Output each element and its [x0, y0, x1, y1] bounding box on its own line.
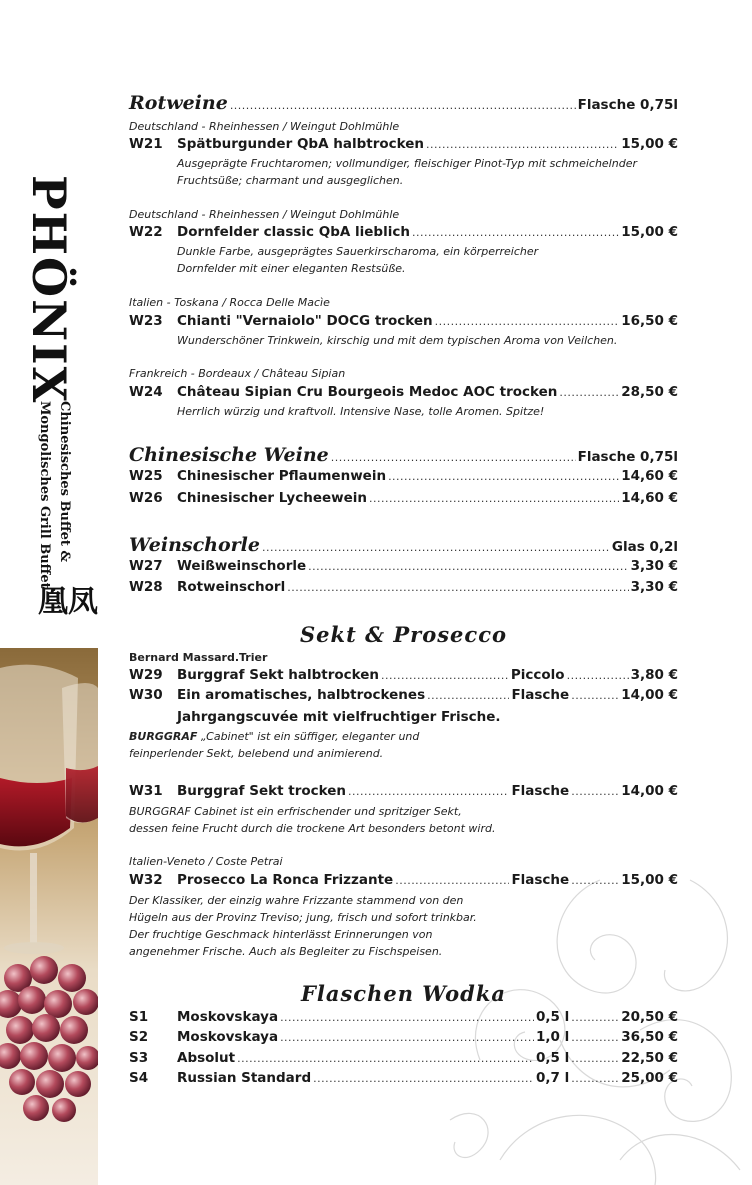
- item-description-line: Dornfelder mit einer eleganten Restsüße.: [177, 262, 406, 275]
- section-unit: Flasche 0,75l: [577, 449, 678, 465]
- menu-item-w28: [129, 579, 678, 599]
- item-size: Flasche: [511, 872, 570, 888]
- leader-dots: [369, 492, 619, 505]
- section-title: Rotweine: [129, 92, 228, 114]
- leader-dots: [412, 226, 619, 239]
- leader-dots: [559, 386, 619, 399]
- item-size: 1,0 l: [535, 1029, 570, 1045]
- item-description-line: Dunkle Farbe, ausgeprägtes Sauerkirscharoma, ein körperreicher: [177, 245, 539, 258]
- item-name: Russian Standard: [177, 1070, 312, 1086]
- item-description-line: angenehmer Frische. Auch als Begleiter zu Fischspeisen.: [129, 945, 443, 958]
- item-name: Moskovskaya: [177, 1009, 279, 1025]
- item-name: Dornfelder classic QbA lieblich: [177, 224, 410, 240]
- menu-item-w23: [129, 313, 678, 333]
- leader-dots: [435, 315, 620, 328]
- leader-dots: [388, 470, 619, 483]
- item-name: Weißweinschorle: [177, 558, 307, 574]
- item-price: 36,50 €: [621, 1029, 678, 1045]
- leader-dots: [280, 1031, 534, 1044]
- item-description: [177, 155, 637, 189]
- item-origin: Italien - Toskana / Rocca Delle Macìe: [129, 296, 330, 309]
- leader-dots: [331, 451, 576, 464]
- left-brand-band: [0, 0, 98, 1185]
- item-size: 0,5 l: [535, 1050, 570, 1066]
- leader-dots: [571, 785, 619, 798]
- brand-bold: BURGGRAF: [129, 730, 198, 743]
- item-name: Château Sipian Cru Bourgeois Medoc AOC trocken: [177, 384, 558, 400]
- item-code: W31: [129, 783, 163, 799]
- leader-dots: [287, 581, 628, 594]
- item-description: [129, 728, 419, 762]
- menu-item-w30: [129, 687, 678, 707]
- leader-dots: [308, 560, 628, 573]
- leader-dots: [348, 785, 509, 798]
- item-name: Prosecco La Ronca Frizzante: [177, 872, 394, 888]
- item-code: S1: [129, 1009, 149, 1025]
- item-price: 20,50 €: [621, 1009, 678, 1025]
- item-price: 14,60 €: [621, 490, 678, 506]
- item-description: [129, 892, 477, 960]
- item-description-text: „Cabinet" ist ein süffiger, eleganter und: [197, 730, 420, 743]
- item-name: Rotweinschorl: [177, 579, 286, 595]
- leader-dots: [571, 874, 619, 887]
- item-description: [177, 243, 538, 277]
- item-code: W22: [129, 224, 163, 240]
- menu-item-w25: [129, 468, 678, 488]
- item-code: S2: [129, 1029, 149, 1045]
- item-size: Piccolo: [510, 667, 565, 683]
- item-code: W32: [129, 872, 163, 888]
- leader-dots: [230, 99, 576, 112]
- leader-dots: [237, 1052, 534, 1065]
- item-size: 0,5 l: [535, 1009, 570, 1025]
- brand-logo: [20, 165, 97, 635]
- item-name: Chianti "Vernaiolo" DOCG trocken: [177, 313, 433, 329]
- item-description-line: Ausgeprägte Fruchtaromen; vollmundiger, fleischiger Pinot-Typ mit schmeichelnder: [177, 157, 637, 170]
- item-size: Flasche: [511, 687, 570, 703]
- leader-dots: [426, 138, 619, 151]
- section-title-sekt-prosecco: Sekt & Prosecco: [300, 622, 507, 647]
- item-description-line: Wunderschöner Trinkwein, kirschig und mit dem typischen Aroma von Veilchen.: [177, 334, 618, 347]
- brand-subtitle-2: Mongolisches Grill Buffet: [37, 401, 52, 589]
- leader-dots: [567, 669, 629, 682]
- menu-item-s1: [129, 1009, 678, 1029]
- leader-dots: [571, 689, 619, 702]
- section-title: Chinesische Weine: [129, 444, 329, 466]
- item-description-line: [129, 728, 419, 745]
- leader-dots: [571, 1031, 619, 1044]
- menu-item-s3: [129, 1050, 678, 1070]
- brand-subtitle-1: Chinesisches Buffet &: [57, 401, 72, 563]
- menu-item-w26: [129, 490, 678, 510]
- item-name: Ein aromatisches, halbtrockenes: [177, 687, 426, 703]
- item-producer: Bernard Massard.Trier: [129, 651, 268, 664]
- item-description-line: feinperlender Sekt, belebend und animierend.: [129, 747, 384, 760]
- item-price: 3,30 €: [630, 579, 678, 595]
- item-price: 15,00 €: [621, 224, 678, 240]
- menu-item-s4: [129, 1070, 678, 1090]
- section-unit: Glas 0,2l: [611, 539, 678, 555]
- item-name: Chinesischer Pflaumenwein: [177, 468, 387, 484]
- menu-item-w24: [129, 384, 678, 404]
- item-description: [177, 332, 617, 349]
- brand-chinese-characters: 凤凰: [32, 585, 97, 615]
- leader-dots: [571, 1011, 619, 1024]
- item-price: 22,50 €: [621, 1050, 678, 1066]
- item-code: W30: [129, 687, 163, 703]
- menu-item-w29: [129, 667, 678, 687]
- item-code: S3: [129, 1050, 149, 1066]
- menu-item-w21: [129, 136, 678, 156]
- item-size: Flasche: [511, 783, 570, 799]
- item-description: [177, 403, 544, 420]
- item-subline: Jahrgangscuvée mit vielfruchtiger Frische.: [177, 709, 501, 725]
- menu-item-w27: [129, 558, 678, 578]
- item-price: 14,00 €: [621, 783, 678, 799]
- section-header-chinesische-weine: [129, 444, 678, 464]
- item-code: W25: [129, 468, 163, 484]
- item-size: 0,7 l: [535, 1070, 570, 1086]
- item-origin: Deutschland - Rheinhessen / Weingut Dohlmühle: [129, 120, 400, 133]
- item-price: 15,00 €: [621, 872, 678, 888]
- item-name: Chinesischer Lycheewein: [177, 490, 368, 506]
- leader-dots: [381, 669, 509, 682]
- section-unit: Flasche 0,75l: [577, 97, 678, 113]
- item-origin: Deutschland - Rheinhessen / Weingut Dohlmühle: [129, 208, 400, 221]
- item-price: 3,80 €: [630, 667, 678, 683]
- item-code: W24: [129, 384, 163, 400]
- wine-grapes-photo: [0, 648, 98, 1185]
- item-code: W29: [129, 667, 163, 683]
- item-price: 3,30 €: [630, 558, 678, 574]
- item-description: [129, 803, 495, 837]
- brand-name: PHÖNIX: [22, 175, 76, 405]
- item-code: W28: [129, 579, 163, 595]
- section-header-rotweine: [129, 92, 678, 112]
- leader-dots: [571, 1052, 619, 1065]
- item-price: 14,60 €: [621, 468, 678, 484]
- item-origin: Frankreich - Bordeaux / Château Sipian: [129, 367, 346, 380]
- item-name: Moskovskaya: [177, 1029, 279, 1045]
- leader-dots: [280, 1011, 534, 1024]
- item-code: W21: [129, 136, 163, 152]
- leader-dots: [313, 1072, 534, 1085]
- section-title-flaschen-wodka: Flaschen Wodka: [300, 981, 507, 1006]
- item-price: 16,50 €: [621, 313, 678, 329]
- item-code: W26: [129, 490, 163, 506]
- item-description-line: Hügeln aus der Provinz Treviso; jung, frisch und sofort trinkbar.: [129, 911, 477, 924]
- item-name: Absolut: [177, 1050, 236, 1066]
- item-description-line: Der fruchtige Geschmack hinterlässt Erinnerungen von: [129, 928, 433, 941]
- item-price: 28,50 €: [621, 384, 678, 400]
- section-header-weinschorle: [129, 534, 678, 554]
- item-description-line: BURGGRAF Cabinet ist ein erfrischender und spritziger Sekt,: [129, 805, 462, 818]
- item-description-line: Fruchtsüße; charmant und ausgeglichen.: [177, 174, 404, 187]
- item-origin: Italien-Veneto / Coste Petrai: [129, 855, 283, 868]
- item-code: S4: [129, 1070, 149, 1086]
- item-price: 15,00 €: [621, 136, 678, 152]
- item-code: W23: [129, 313, 163, 329]
- item-price: 25,00 €: [621, 1070, 678, 1086]
- item-price: 14,00 €: [621, 687, 678, 703]
- item-description-line: dessen feine Frucht durch die trockene Art besonders betont wird.: [129, 822, 496, 835]
- leader-dots: [427, 689, 509, 702]
- menu-item-w32: [129, 872, 678, 892]
- menu-item-s2: [129, 1029, 678, 1049]
- leader-dots: [571, 1072, 619, 1085]
- item-name: Burggraf Sekt trocken: [177, 783, 347, 799]
- menu-item-w22: [129, 224, 678, 244]
- item-name: Spätburgunder QbA halbtrocken: [177, 136, 425, 152]
- section-title: Weinschorle: [129, 534, 260, 556]
- item-description-line: Herrlich würzig und kraftvoll. Intensive Nase, tolle Aromen. Spitze!: [177, 405, 545, 418]
- leader-dots: [262, 541, 610, 554]
- menu-item-w31: [129, 783, 678, 803]
- item-name: Burggraf Sekt halbtrocken: [177, 667, 380, 683]
- leader-dots: [395, 874, 509, 887]
- item-description-line: Der Klassiker, der einzig wahre Frizzante stammend von den: [129, 894, 464, 907]
- item-code: W27: [129, 558, 163, 574]
